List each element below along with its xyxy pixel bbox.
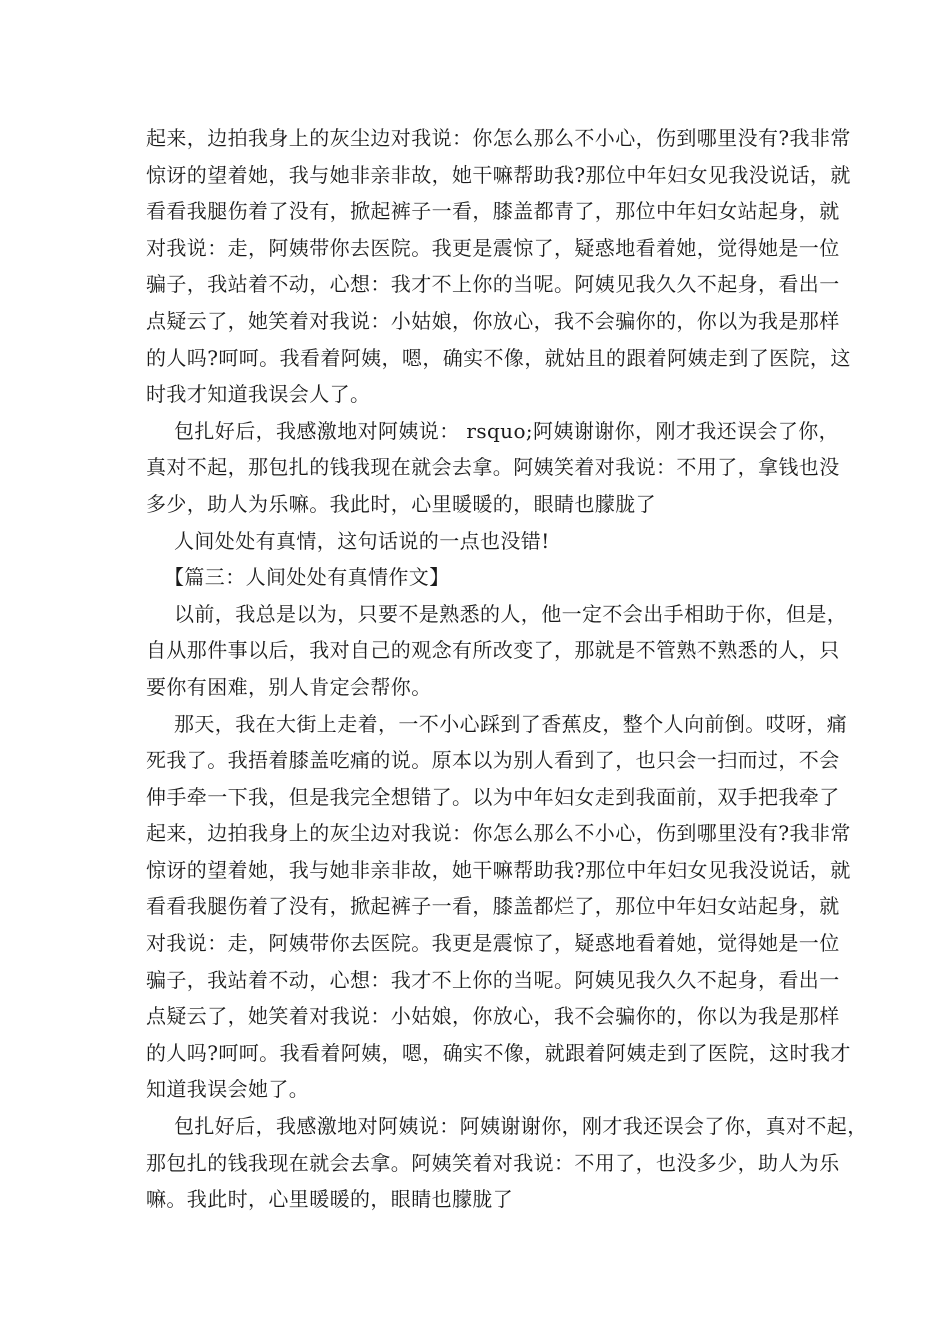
text-line: 的人吗?呵呵。我看着阿姨，嗯，确实不像，就跟着阿姨走到了医院，这时我才: [146, 1040, 851, 1065]
text-line: 嘛。我此时，心里暖暖的，眼睛也朦胧了: [146, 1187, 514, 1212]
text-line: 的人吗?呵呵。我看着阿姨，嗯，确实不像，就姑且的跟着阿姨走到了医院，这: [146, 345, 851, 370]
text-line: 看看我腿伤着了没有，掀起裤子一看，膝盖都烂了，那位中年妇女站起身，就: [146, 894, 840, 919]
text-line: 多少，助人为乐嘛。我此时，心里暖暖的，眼睛也朦胧了: [146, 491, 656, 516]
text-line: 自从那件事以后，我对自己的观念有所改变了，那就是不管熟不熟悉的人，只: [146, 638, 840, 663]
text-line: 真对不起，那包扎的钱我现在就会去拿。阿姨笑着对我说：不用了，拿钱也没: [146, 455, 840, 480]
text-line: 那包扎的钱我现在就会去拿。阿姨笑着对我说：不用了，也没多少，助人为乐: [146, 1150, 840, 1175]
text-line: 要你有困难，别人肯定会帮你。: [146, 674, 432, 699]
text-line: 起来，边拍我身上的灰尘边对我说：你怎么那么不小心，伤到哪里没有?我非常: [146, 821, 851, 846]
text-line: 那天，我在大街上走着，一不小心踩到了香蕉皮，整个人向前倒。哎呀，痛: [174, 711, 848, 736]
text-line: 知道我误会她了。: [146, 1077, 310, 1102]
section-heading: 【篇三：人间处处有真情作文】: [164, 565, 450, 590]
text-line: 点疑云了，她笑着对我说：小姑娘，你放心，我不会骗你的，你以为我是那样: [146, 1004, 840, 1029]
text-line: 对我说：走，阿姨带你去医院。我更是震惊了，疑惑地看着她，觉得她是一位: [146, 931, 840, 956]
text-line: 起来，边拍我身上的灰尘边对我说：你怎么那么不小心，伤到哪里没有?我非常: [146, 126, 851, 150]
text-line: 骗子，我站着不动，心想：我才不上你的当呢。阿姨见我久久不起身，看出一: [146, 272, 840, 297]
text-line: 看看我腿伤着了没有，掀起裤子一看，膝盖都青了，那位中年妇女站起身，就: [146, 199, 840, 224]
text-line: 惊讶的望着她，我与她非亲非故，她干嘛帮助我?那位中年妇女见我没说话，就: [146, 857, 851, 882]
text-line: 以前，我总是以为，只要不是熟悉的人，他一定不会出手相助于你，但是，: [174, 601, 848, 626]
text-line: 对我说：走，阿姨带你去医院。我更是震惊了，疑惑地看着她，觉得她是一位: [146, 235, 840, 260]
text-line: 死我了。我捂着膝盖吃痛的说。原本以为别人看到了，也只会一扫而过，不会: [146, 748, 840, 773]
text-line: 骗子，我站着不动，心想：我才不上你的当呢。阿姨见我久久不起身，看出一: [146, 967, 840, 992]
text-line: 人间处处有真情，这句话说的一点也没错!: [174, 528, 550, 553]
text-line: 惊讶的望着她，我与她非亲非故，她干嘛帮助我?那位中年妇女见我没说话，就: [146, 162, 851, 187]
text-line: 时我才知道我误会人了。: [146, 382, 371, 407]
text-line: 包扎好后，我感激地对阿姨说：阿姨谢谢你，刚才我还误会了你，真对不起，: [174, 1114, 868, 1139]
text-line: 点疑云了，她笑着对我说：小姑娘，你放心，我不会骗你的，你以为我是那样: [146, 308, 840, 333]
document-body: [146, 120, 868, 1218]
text-line: 伸手牵一下我，但是我完全想错了。以为中年妇女走到我面前，双手把我牵了: [146, 784, 840, 809]
text-line: 包扎好后，我感激地对阿姨说： rsquo;阿姨谢谢你，刚才我还误会了你，: [174, 418, 840, 443]
